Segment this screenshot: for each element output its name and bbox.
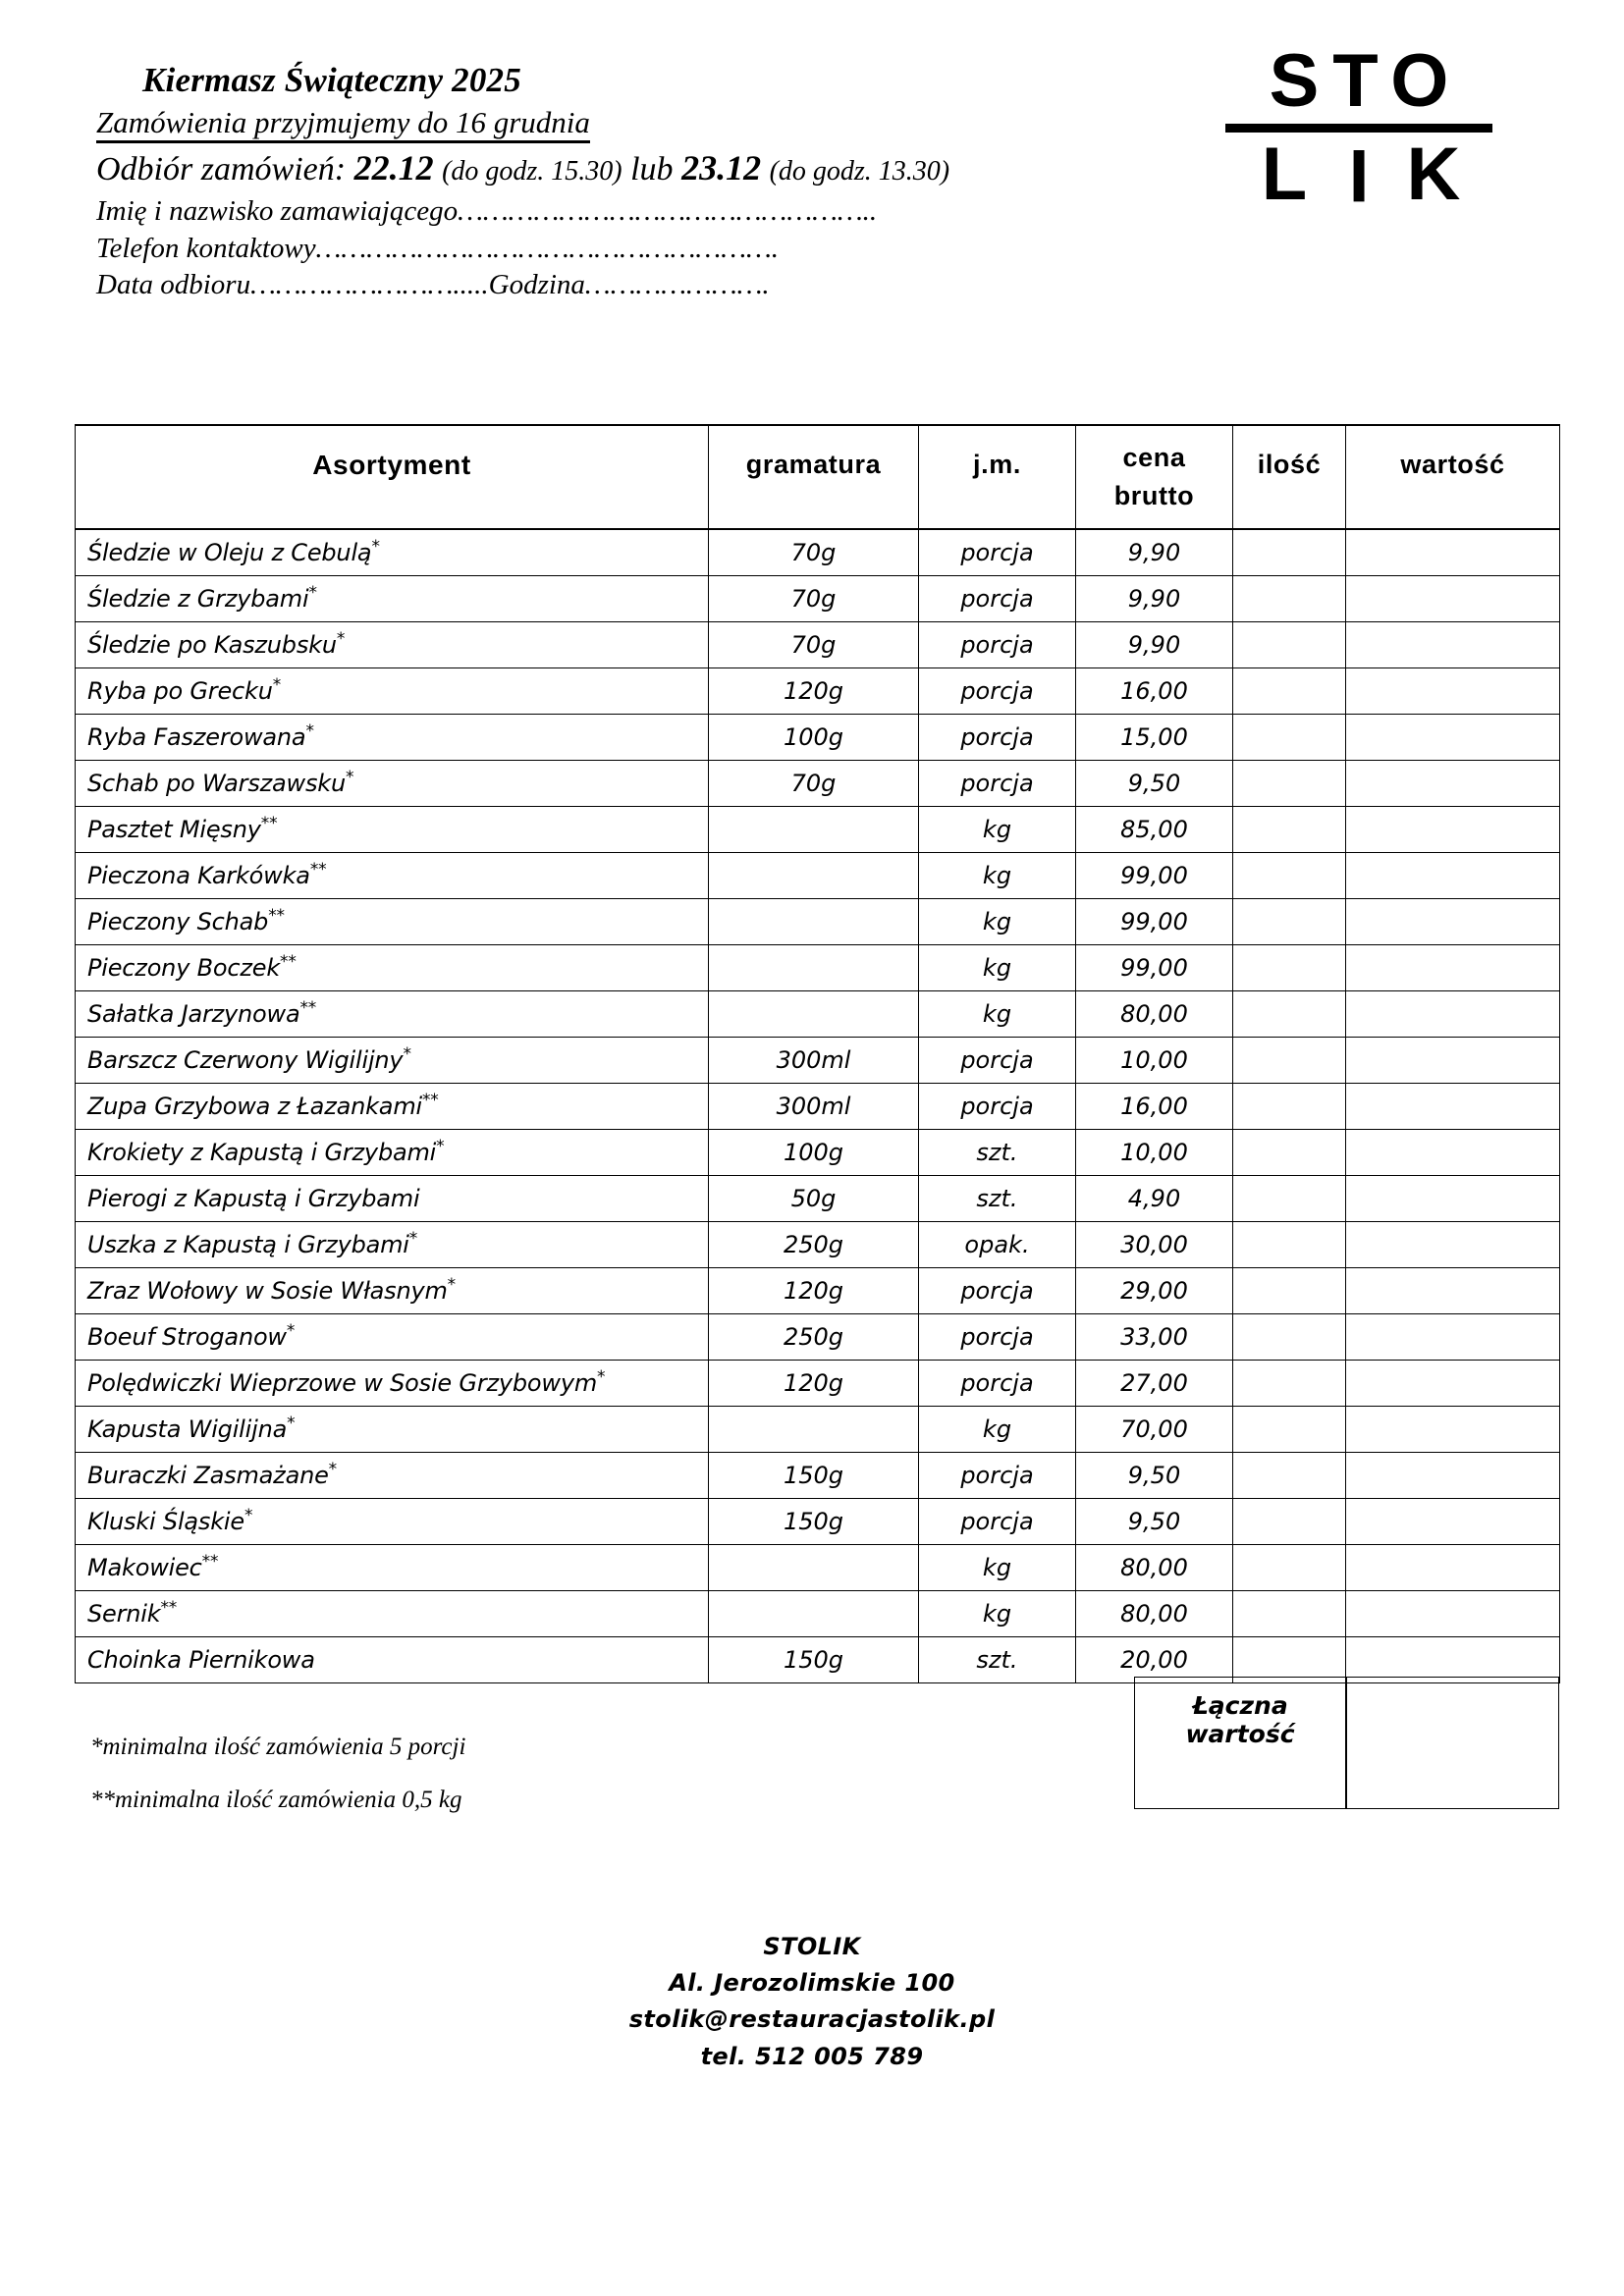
table-row [76,1176,1560,1222]
cell-cena-brutto: 10,00 [1076,1130,1233,1176]
cell-wartosc[interactable] [1346,1453,1560,1499]
table-row [76,1545,1560,1591]
cell-ilosc[interactable] [1233,1222,1346,1268]
cell-ilosc[interactable] [1233,899,1346,945]
cell-cena-brutto: 10,00 [1076,1038,1233,1084]
column-header-ilosc [1233,425,1346,529]
item-name: Śledzie w Oleju z Cebulą [87,538,372,566]
cell-ilosc[interactable] [1233,529,1346,576]
footer-phone: tel. 512 005 789 [700,2042,924,2070]
cell-jm: porcja [919,576,1076,622]
cell-wartosc[interactable] [1346,715,1560,761]
item-name: Pieczona Karkówka [87,861,310,889]
pickup-line [96,146,1157,191]
cell-jm: porcja [919,1038,1076,1084]
cell-wartosc[interactable] [1346,899,1560,945]
item-name: Sernik [87,1599,161,1628]
item-name: Sałatka Jarzynowa [87,999,300,1028]
item-name: Pierogi z Kapustą i Grzybami [87,1184,420,1212]
item-name: Ryba po Grecku [87,676,273,705]
item-footnote-mark: ** [299,997,317,1018]
table-row [76,1084,1560,1130]
cell-ilosc[interactable] [1233,1268,1346,1314]
table-row [76,945,1560,991]
footnotes [90,1734,837,1839]
item-name: Buraczki Zasmażane [87,1461,329,1489]
cell-gramatura: 100g [709,715,919,761]
cell-wartosc[interactable] [1346,1361,1560,1407]
cell-jm: szt. [919,1637,1076,1683]
cell-ilosc[interactable] [1233,1591,1346,1637]
footnote-single-asterisk: *minimalna ilość zamówienia 5 porcji [90,1734,466,1760]
cell-asortyment [76,1038,709,1084]
cell-ilosc[interactable] [1233,1499,1346,1545]
footnote-double-asterisk: **minimalna ilość zamówienia 0,5 kg [90,1786,462,1813]
table-row [76,529,1560,576]
cell-gramatura [709,1407,919,1453]
table-row [76,899,1560,945]
cell-asortyment [76,899,709,945]
item-footnote-mark: * [436,1136,445,1156]
cell-asortyment [76,1222,709,1268]
item-footnote-mark: ** [268,905,285,926]
item-name: Zupa Grzybowa z Łazankami [87,1092,422,1120]
pickup-date-1: 22.12 [353,148,434,188]
cell-asortyment [76,529,709,576]
cell-gramatura: 50g [709,1176,919,1222]
item-footnote-mark: * [371,536,380,557]
pickup-time-2: (do godz. 13.30) [769,156,950,187]
logo-letter-k: K [1406,132,1461,216]
column-header-asortyment-label: Asortyment [312,449,471,480]
cell-cena-brutto: 4,90 [1076,1176,1233,1222]
item-name: Krokiety z Kapustą i Grzybami [87,1138,437,1166]
cell-asortyment [76,668,709,715]
cell-cena-brutto: 9,50 [1076,1499,1233,1545]
cell-gramatura [709,899,919,945]
logo-bottom-text [1225,132,1492,217]
cell-gramatura: 120g [709,1361,919,1407]
table-header-row [76,425,1560,529]
cell-cena-brutto: 30,00 [1076,1222,1233,1268]
column-header-wartosc-label: wartość [1400,450,1505,480]
cell-asortyment [76,715,709,761]
item-footnote-mark: * [336,628,346,649]
cell-ilosc[interactable] [1233,1453,1346,1499]
item-footnote-mark: * [408,1228,418,1249]
total-label: Łączna wartość [1134,1677,1347,1809]
cell-gramatura: 70g [709,622,919,668]
item-name: Śledzie z Grzybami [87,584,309,613]
cell-wartosc[interactable] [1346,1084,1560,1130]
cell-gramatura [709,991,919,1038]
column-header-jm [919,425,1076,529]
item-footnote-mark: * [272,674,282,695]
cell-wartosc[interactable] [1346,668,1560,715]
footer-address: Al. Jerozolimskie 100 [669,1969,955,1998]
pickup-date-2: 23.12 [681,148,762,188]
cell-cena-brutto: 9,90 [1076,529,1233,576]
cell-ilosc[interactable] [1233,1176,1346,1222]
item-footnote-mark: * [305,721,314,741]
cell-wartosc[interactable] [1346,945,1560,991]
column-header-wartosc [1346,425,1560,529]
cell-wartosc[interactable] [1346,807,1560,853]
cell-asortyment [76,945,709,991]
order-deadline-text: Zamówienia przyjmujemy do 16 grudnia [96,105,590,143]
cell-asortyment [76,1499,709,1545]
item-footnote-mark: ** [260,813,278,833]
item-name: Barszcz Czerwony Wigilijny [87,1045,404,1074]
cell-gramatura: 70g [709,576,919,622]
cell-ilosc[interactable] [1233,1545,1346,1591]
table-row [76,1361,1560,1407]
item-footnote-mark: * [447,1274,456,1295]
cell-jm: szt. [919,1130,1076,1176]
cell-asortyment [76,761,709,807]
order-deadline-line [96,104,1157,140]
cell-gramatura: 300ml [709,1038,919,1084]
column-header-cena-brutto [1076,425,1233,529]
field-customer-name[interactable]: Imię i nazwisko zamawiającego………………………………………….. [96,194,878,227]
cell-wartosc[interactable] [1346,853,1560,899]
page-title: Kiermasz Świąteczny 2025 [142,61,521,99]
cell-ilosc[interactable] [1233,1361,1346,1407]
cell-asortyment [76,1361,709,1407]
cell-asortyment [76,1637,709,1683]
item-footnote-mark: * [287,1413,296,1433]
cell-asortyment [76,1176,709,1222]
cell-gramatura [709,807,919,853]
cell-asortyment [76,1591,709,1637]
cell-wartosc[interactable] [1346,1545,1560,1591]
item-name: Pieczony Boczek [87,953,281,982]
item-footnote-mark: * [597,1366,606,1387]
cell-cena-brutto: 99,00 [1076,853,1233,899]
item-name: Śledzie po Kaszubsku [87,630,337,659]
item-name: Kapusta Wigilijna [87,1415,288,1443]
item-footnote-mark: * [244,1505,253,1525]
cell-gramatura: 70g [709,529,919,576]
logo-letter-i-flipped: I [1348,133,1370,217]
cell-cena-brutto: 16,00 [1076,668,1233,715]
item-footnote-mark: * [286,1320,296,1341]
cell-gramatura: 120g [709,1268,919,1314]
cell-jm: kg [919,899,1076,945]
table-row [76,622,1560,668]
cell-gramatura: 250g [709,1314,919,1361]
cell-jm: kg [919,1591,1076,1637]
cell-wartosc[interactable] [1346,622,1560,668]
item-name: Zraz Wołowy w Sosie Własnym [87,1276,448,1305]
cell-asortyment [76,807,709,853]
cell-gramatura: 120g [709,668,919,715]
cell-gramatura: 100g [709,1130,919,1176]
item-name: Polędwiczki Wieprzowe w Sosie Grzybowym [87,1368,598,1397]
cell-jm: porcja [919,1314,1076,1361]
table-row [76,761,1560,807]
table-row [76,576,1560,622]
table-body [76,529,1560,1683]
field-pickup-datetime[interactable]: Data odbioru…………………….....Godzina…………………. [96,269,770,301]
cell-ilosc[interactable] [1233,807,1346,853]
cell-asortyment [76,991,709,1038]
cell-jm: opak. [919,1222,1076,1268]
cell-jm: porcja [919,761,1076,807]
item-name: Pieczony Schab [87,907,269,935]
cell-jm: porcja [919,622,1076,668]
stolik-logo [1225,39,1492,217]
cell-jm: kg [919,807,1076,853]
table-row [76,715,1560,761]
total-value-input[interactable] [1347,1677,1559,1809]
item-name: Kluski Śląskie [87,1507,244,1535]
total-block [1134,1677,1559,1809]
table-row [76,1407,1560,1453]
cell-wartosc[interactable] [1346,991,1560,1038]
table-row [76,1268,1560,1314]
cell-jm: porcja [919,1268,1076,1314]
cell-asortyment [76,1084,709,1130]
item-footnote-mark: ** [160,1597,178,1618]
table-row [76,1130,1560,1176]
pickup-time-1: (do godz. 15.30) [442,156,623,187]
cell-asortyment [76,1314,709,1361]
cell-asortyment [76,1545,709,1591]
logo-letter-l: L [1261,132,1308,216]
cell-wartosc[interactable] [1346,1407,1560,1453]
column-header-cena-label: cena [1122,442,1186,472]
cell-asortyment [76,1453,709,1499]
cell-asortyment [76,576,709,622]
item-footnote-mark: ** [309,859,327,880]
pickup-conjunction: lub [630,151,674,188]
cell-cena-brutto: 9,90 [1076,576,1233,622]
cell-jm: kg [919,991,1076,1038]
cell-jm: porcja [919,715,1076,761]
cell-cena-brutto: 33,00 [1076,1314,1233,1361]
column-header-gramatura-label: gramatura [745,450,882,480]
cell-ilosc[interactable] [1233,761,1346,807]
cell-wartosc[interactable] [1346,529,1560,576]
cell-asortyment [76,853,709,899]
item-footnote-mark: ** [280,951,297,972]
cell-wartosc[interactable] [1346,1130,1560,1176]
table-row [76,1314,1560,1361]
cell-cena-brutto: 9,90 [1076,622,1233,668]
cell-cena-brutto: 9,50 [1076,1453,1233,1499]
item-name: Choinka Piernikowa [87,1645,315,1674]
cell-cena-brutto: 20,00 [1076,1637,1233,1683]
cell-gramatura [709,945,919,991]
cell-gramatura: 150g [709,1637,919,1683]
table-row [76,1222,1560,1268]
cell-wartosc[interactable] [1346,1314,1560,1361]
item-name: Uszka z Kapustą i Grzybami [87,1230,409,1258]
cell-jm: porcja [919,668,1076,715]
cell-jm: porcja [919,1361,1076,1407]
table-row [76,1453,1560,1499]
cell-cena-brutto: 99,00 [1076,945,1233,991]
cell-cena-brutto: 85,00 [1076,807,1233,853]
document-header [96,61,1157,304]
item-name: Pasztet Mięsny [87,815,261,843]
cell-ilosc[interactable] [1233,991,1346,1038]
table-row [76,807,1560,853]
cell-cena-brutto: 15,00 [1076,715,1233,761]
cell-gramatura: 150g [709,1453,919,1499]
cell-jm: szt. [919,1176,1076,1222]
table-row [76,668,1560,715]
cell-gramatura: 300ml [709,1084,919,1130]
logo-divider-rule [1225,124,1492,133]
column-header-jm-label: j.m. [973,450,1021,480]
cell-jm: kg [919,1545,1076,1591]
cell-ilosc[interactable] [1233,1038,1346,1084]
table-row [76,1499,1560,1545]
cell-ilosc[interactable] [1233,945,1346,991]
table-row [76,1591,1560,1637]
cell-jm: porcja [919,1084,1076,1130]
cell-gramatura [709,1545,919,1591]
cell-cena-brutto: 29,00 [1076,1268,1233,1314]
cell-gramatura: 250g [709,1222,919,1268]
cell-cena-brutto: 70,00 [1076,1407,1233,1453]
cell-jm: porcja [919,529,1076,576]
field-phone[interactable]: Telefon kontaktowy………………………………………………. [96,232,780,264]
cell-cena-brutto: 9,50 [1076,761,1233,807]
cell-ilosc[interactable] [1233,1130,1346,1176]
cell-cena-brutto: 80,00 [1076,991,1233,1038]
column-header-asortyment [76,425,709,529]
cell-asortyment [76,1268,709,1314]
cell-wartosc[interactable] [1346,1499,1560,1545]
cell-asortyment [76,1130,709,1176]
document-footer [0,1929,1624,2075]
cell-ilosc[interactable] [1233,853,1346,899]
table-row [76,991,1560,1038]
cell-ilosc[interactable] [1233,1407,1346,1453]
cell-ilosc[interactable] [1233,576,1346,622]
cell-asortyment [76,1407,709,1453]
item-footnote-mark: * [346,767,354,787]
cell-cena-brutto: 99,00 [1076,899,1233,945]
cell-cena-brutto: 27,00 [1076,1361,1233,1407]
item-name: Ryba Faszerowana [87,722,306,751]
cell-ilosc[interactable] [1233,622,1346,668]
logo-top-text: STO [1269,39,1463,123]
cell-wartosc[interactable] [1346,1176,1560,1222]
cell-wartosc[interactable] [1346,1268,1560,1314]
footer-email: stolik@restauracjastolik.pl [628,2005,996,2034]
order-table [75,424,1560,1683]
cell-gramatura: 150g [709,1499,919,1545]
cell-wartosc[interactable] [1346,1038,1560,1084]
footer-restaurant-name: STOLIK [763,1933,861,1960]
item-name: Schab po Warszawsku [87,769,347,797]
table-row [76,1038,1560,1084]
cell-gramatura [709,1591,919,1637]
column-header-ilosc-label: ilość [1257,450,1322,480]
table-row [76,853,1560,899]
cell-ilosc[interactable] [1233,1084,1346,1130]
cell-wartosc[interactable] [1346,1222,1560,1268]
item-footnote-mark: * [328,1459,337,1479]
cell-jm: porcja [919,1453,1076,1499]
cell-wartosc[interactable] [1346,576,1560,622]
cell-gramatura [709,853,919,899]
cell-jm: kg [919,945,1076,991]
column-header-brutto-label: brutto [1113,481,1195,510]
cell-cena-brutto: 16,00 [1076,1084,1233,1130]
column-header-gramatura [709,425,919,529]
cell-jm: kg [919,853,1076,899]
cell-ilosc[interactable] [1233,1314,1346,1361]
item-footnote-mark: ** [201,1551,219,1572]
cell-wartosc[interactable] [1346,761,1560,807]
pickup-label: Odbiór zamówień: [96,151,347,188]
item-footnote-mark: * [308,582,317,603]
cell-ilosc[interactable] [1233,668,1346,715]
cell-asortyment [76,622,709,668]
cell-jm: kg [919,1407,1076,1453]
cell-cena-brutto: 80,00 [1076,1545,1233,1591]
cell-wartosc[interactable] [1346,1591,1560,1637]
cell-gramatura: 70g [709,761,919,807]
item-name: Makowiec [87,1553,202,1581]
item-name: Boeuf Stroganow [87,1322,287,1351]
cell-jm: porcja [919,1499,1076,1545]
cell-cena-brutto: 80,00 [1076,1591,1233,1637]
item-footnote-mark: ** [421,1090,439,1110]
item-footnote-mark: * [403,1043,411,1064]
cell-ilosc[interactable] [1233,715,1346,761]
